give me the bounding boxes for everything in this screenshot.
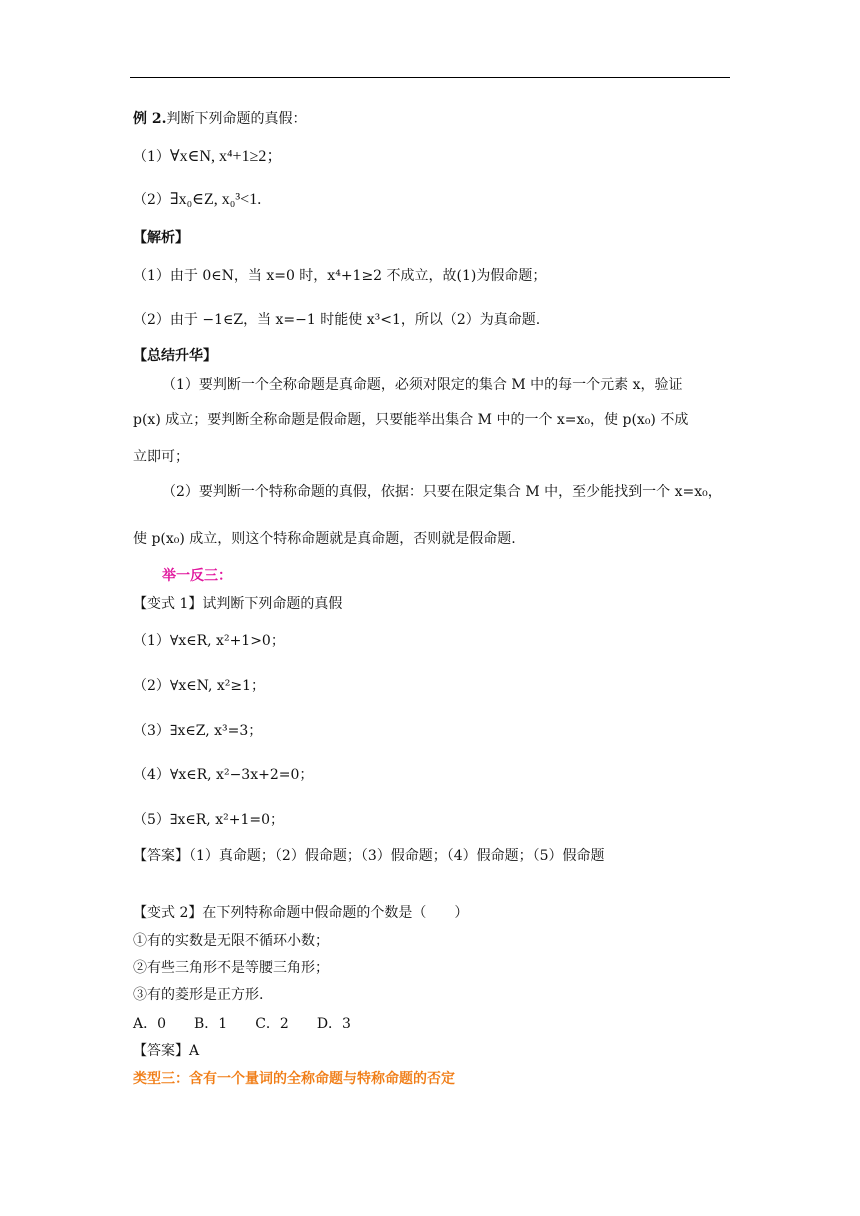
type-3-heading: 类型三：含有一个量词的全称命题与特称命题的否定	[133, 1071, 455, 1087]
variant-2-item: ①有的实数是无限不循环小数；	[133, 933, 329, 949]
analysis-heading: 【解析】	[133, 230, 189, 246]
summary-2-line-1: （2）要判断一个特称命题的真假，依据：只要在限定集合 M 中，至少能找到一个 x=x₀，	[162, 484, 722, 500]
example-prompt: 判断下列命题的真假：	[166, 111, 307, 127]
proposition-2-math: ∃x₀∈Z, x₀³<1.	[169, 191, 262, 208]
variant-1-item: （2）∀x∈N, x²≥1；	[133, 678, 266, 694]
solution-1: （1）由于 0∈N，当 x=0 时，x⁴+1≥2 不成立，故(1)为假命题；	[133, 268, 547, 284]
proposition-2	[133, 190, 261, 210]
variant-1-title: 【变式 1】试判断下列命题的真假	[133, 596, 343, 612]
variant-1-item: （5）∃x∈R, x²+1=0；	[133, 812, 284, 828]
proposition-1-math: ∀x∈N, x⁴+1≥2；	[169, 148, 283, 165]
summary-1-line-2: p(x) 成立；要判断全称命题是假命题，只要能举出集合 M 中的一个 x=x₀，使 p(x₀) 不成	[133, 412, 689, 428]
solution-2: （2）由于 −1∈Z，当 x=−1 时能使 x³<1，所以（2）为真命题.	[133, 312, 541, 328]
summary-1-line-1: （1）要判断一个全称命题是真命题，必须对限定的集合 M 中的每一个元素 x，验证	[162, 377, 683, 393]
proposition-1	[133, 147, 282, 167]
variant-2-options: A．0 B．1 C．2 D．3	[133, 1016, 351, 1032]
variant-2-item: ②有些三角形不是等腰三角形；	[133, 960, 329, 976]
item-number: （2）	[133, 192, 170, 208]
variant-1-item: （1）∀x∈R, x²+1>0；	[133, 633, 285, 649]
item-number: （1）	[133, 149, 170, 165]
practice-heading: 举一反三：	[162, 568, 232, 584]
variant-1-item: （4）∀x∈R, x²−3x+2=0；	[133, 767, 314, 783]
variant-1-item: （3）∃x∈Z, x³=3；	[133, 723, 263, 739]
variant-2-item: ③有的菱形是正方形.	[133, 987, 264, 1003]
summary-heading: 【总结升华】	[133, 348, 217, 364]
example-label: 例 2.	[133, 111, 167, 127]
variant-2-answer: 【答案】A	[133, 1043, 200, 1059]
variant-2-title: 【变式 2】在下列特称命题中假命题的个数是（ ）	[133, 905, 469, 921]
variant-1-answer: 【答案】（1）真命题；（2）假命题；（3）假命题；（4）假命题；（5）假命题	[133, 848, 605, 864]
example-2-title	[133, 109, 307, 129]
summary-1-line-3: 立即可；	[133, 449, 189, 465]
header-rule	[130, 77, 730, 78]
summary-2-line-2: 使 p(x₀) 成立，则这个特称命题就是真命题，否则就是假命题.	[133, 531, 516, 547]
